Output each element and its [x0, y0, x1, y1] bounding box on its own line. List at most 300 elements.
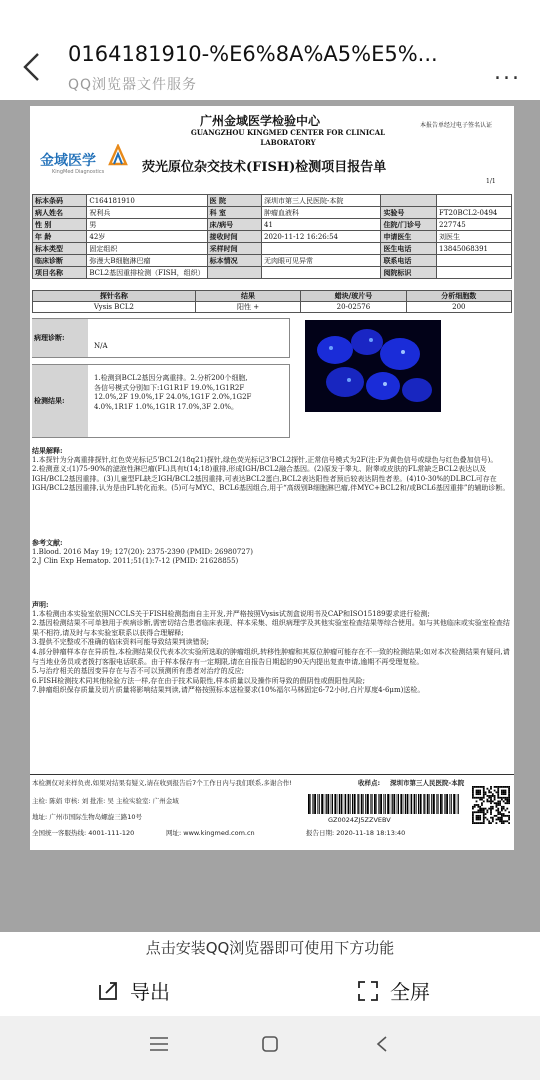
qr-module: [508, 819, 510, 821]
barcode-bar: [378, 794, 379, 814]
qr-module: [506, 815, 508, 817]
qr-module: [476, 815, 478, 817]
info-value: BCL2基因重排检测（FISH，组织）: [87, 267, 207, 279]
qr-module: [490, 788, 492, 790]
barcode-bar: [433, 794, 435, 814]
qr-module: [486, 795, 488, 797]
qr-module: [479, 793, 481, 795]
pathology-value: N/A: [94, 342, 108, 350]
qr-module: [497, 817, 499, 819]
more-options-icon[interactable]: ...: [494, 60, 521, 85]
qr-module: [479, 810, 481, 812]
qr-module: [485, 813, 487, 815]
info-key: 床/病号: [207, 219, 261, 231]
qr-module: [472, 791, 474, 793]
qr-module: [490, 799, 492, 801]
qr-module: [501, 790, 503, 792]
qr-module: [508, 817, 510, 819]
qr-module: [479, 808, 481, 810]
info-value: 无肉眼可见异常: [261, 255, 380, 267]
qr-module: [508, 822, 510, 824]
qr-module: [503, 797, 505, 799]
info-value: 227745: [437, 219, 512, 231]
statement-title: 声明:: [32, 600, 49, 609]
qr-module: [492, 817, 494, 819]
qr-module: [476, 797, 478, 799]
qr-module: [479, 806, 481, 808]
received-value: 深圳市第三人民医院-本院: [390, 779, 465, 787]
result-header-result: 结果: [195, 291, 300, 302]
info-value: FT20BCL2-0494: [437, 207, 512, 219]
qr-module: [472, 806, 474, 808]
barcode-bar: [418, 794, 419, 814]
qr-module: [483, 791, 485, 793]
patient-info-table: [32, 194, 512, 279]
qr-module: [490, 822, 492, 824]
barcode-bar: [431, 794, 432, 814]
qr-module: [483, 800, 485, 802]
statement-section: [32, 600, 510, 696]
interpretation-item: 2.检测意义:(1)75-90%的滤泡性淋巴瘤(FL)具有t(14;18)重排,形成IGH/BCL2融合基因。(2)原发于睾丸、附睾或皮肤的FL常缺乏BCL2表达以及IGH/BCL2基因重排。(3)儿童型FL缺乏IGH/BCL2基因重排,可表达BCL2蛋白,BCL2表达阳性者预后较表达阴性者差。(4)10-30%的DLBCL可存在IGH/BCL2基因重排,认为是由FL转化而来。(5)可与MYC、BCL6基因组合,用于“高级别B细胞淋巴瘤,伴MYC+BCL2和/或BCL6基因重排”的辅助诊断。: [32, 465, 510, 493]
footer-note: 本检测仅对来样负责,如果对结果有疑义,请在收到报告后7个工作日内与我们联系,多谢合作!: [32, 779, 292, 787]
report-title: 荧光原位杂交技术(FISH)检测项目报告单: [142, 160, 387, 175]
qr-module: [492, 819, 494, 821]
qr-module: [506, 786, 508, 788]
barcode-bar: [339, 794, 340, 814]
qr-module: [483, 788, 485, 790]
qr-module: [488, 797, 490, 799]
qr-module: [479, 799, 481, 801]
info-value: [437, 255, 512, 267]
certification-note: 本报告单经过电子签名认证: [420, 122, 493, 129]
qr-module: [481, 786, 483, 788]
reference-item: 1.Blood. 2016 May 19; 127(20): 2375-2390 (PMID: 26980727): [32, 547, 253, 556]
export-label: 导出: [130, 980, 170, 1004]
barcode-bar: [341, 794, 343, 814]
qr-module: [501, 786, 503, 788]
info-row: [33, 219, 512, 231]
qr-module: [505, 786, 507, 788]
result-block-id: 20-02576: [301, 302, 406, 313]
barcode-bar: [407, 794, 409, 814]
barcode-bar: [458, 794, 459, 814]
qr-module: [490, 797, 492, 799]
qr-module: [497, 802, 499, 804]
home-icon[interactable]: [262, 1036, 278, 1052]
info-value: [261, 267, 380, 279]
qr-module: [496, 815, 498, 817]
barcode-bar: [331, 794, 332, 814]
barcode-bar: [410, 794, 411, 814]
barcode-bar: [403, 794, 404, 814]
barcode-bar: [456, 794, 457, 814]
qr-module: [486, 819, 488, 821]
qr-module: [496, 810, 498, 812]
qr-module: [497, 791, 499, 793]
qr-module: [508, 797, 510, 799]
qr-module: [492, 820, 494, 822]
qr-module: [501, 791, 503, 793]
organization-name-english: GUANGZHOU KINGMED CENTER FOR CLINICAL LABORATORY: [190, 128, 386, 147]
hotline: 全国统一客服热线: 4001-111-120: [32, 829, 135, 837]
info-key: 病人姓名: [33, 207, 87, 219]
qr-module: [499, 811, 501, 813]
qr-module: [477, 790, 479, 792]
pathology-label: 病理诊断:: [32, 319, 88, 357]
qr-module: [499, 820, 501, 822]
qr-module: [477, 806, 479, 808]
barcode-bar: [357, 794, 358, 814]
barcode-bar: [416, 794, 417, 814]
qr-module: [508, 815, 510, 817]
qr-module: [499, 804, 501, 806]
qr-module: [499, 786, 501, 788]
qr-module: [496, 819, 498, 821]
qr-module: [503, 815, 505, 817]
barcode-bar: [354, 794, 356, 814]
qr-module: [506, 800, 508, 802]
info-value: 祝利兵: [87, 207, 207, 219]
back-nav-icon[interactable]: [376, 1036, 388, 1052]
qr-module: [503, 813, 505, 815]
qr-module: [477, 786, 479, 788]
barcode-bar: [429, 794, 430, 814]
export-icon: [96, 979, 120, 1003]
barcode-bar: [387, 794, 389, 814]
qr-module: [472, 790, 474, 792]
barcode-bar: [317, 794, 318, 814]
qr-module: [488, 820, 490, 822]
qr-module: [506, 820, 508, 822]
qr-module: [490, 817, 492, 819]
qr-module: [477, 811, 479, 813]
qr-module: [501, 799, 503, 801]
qr-module: [483, 795, 485, 797]
result-cell-count: 200: [406, 302, 511, 313]
statement-item: 7.肿瘤组织保存质量及切片质量将影响结果判读,请严格按照标本送检要求(10%福尔马林固定6-72小时,白片厚度4-6μm)送检。: [32, 686, 425, 695]
qr-module: [501, 810, 503, 812]
qr-module: [492, 795, 494, 797]
barcode-bar: [437, 794, 438, 814]
statement-item: 3.提供不完整或不准确的临床资料可能导致结果判读错误;: [32, 638, 210, 647]
install-prompt[interactable]: 点击安装QQ浏览器即可使用下方功能: [145, 939, 395, 957]
qr-module: [479, 790, 481, 792]
qr-module: [477, 817, 479, 819]
qr-module: [483, 810, 485, 812]
qr-module: [481, 822, 483, 824]
qr-module: [488, 800, 490, 802]
qr-module: [497, 797, 499, 799]
info-value: 男: [87, 219, 207, 231]
qr-module: [497, 813, 499, 815]
qr-module: [483, 793, 485, 795]
info-value: [261, 243, 380, 255]
qr-module: [481, 804, 483, 806]
qr-module: [505, 790, 507, 792]
barcode-bar: [392, 794, 393, 814]
qr-module: [494, 797, 496, 799]
qr-module: [490, 806, 492, 808]
menu-icon[interactable]: [150, 1036, 168, 1052]
barcode-bar: [350, 794, 351, 814]
qr-module: [477, 810, 479, 812]
qr-module: [477, 815, 479, 817]
qr-module: [472, 817, 474, 819]
info-value: [437, 267, 512, 279]
logo-mark-icon: [108, 144, 128, 166]
qr-module: [492, 793, 494, 795]
qr-module: [483, 815, 485, 817]
qr-module: [506, 802, 508, 804]
info-value: 42岁: [87, 231, 207, 243]
action-bar: [0, 964, 540, 1016]
info-key: 标本类型: [33, 243, 87, 255]
qr-module: [497, 819, 499, 821]
qr-module: [497, 793, 499, 795]
qr-module: [479, 822, 481, 824]
qr-module: [476, 790, 478, 792]
barcode-bar: [444, 794, 445, 814]
qr-module: [506, 799, 508, 801]
qr-module: [496, 822, 498, 824]
barcode-bar: [312, 794, 313, 814]
qr-module: [479, 786, 481, 788]
report-date: 报告日期: 2020-11-18 18:13:40: [306, 829, 406, 837]
info-key: 医生电话: [381, 243, 437, 255]
info-key: 申请医生: [381, 231, 437, 243]
barcode-bar: [314, 794, 316, 814]
barcode-bar: [332, 794, 333, 814]
qr-module: [503, 791, 505, 793]
barcode-bar: [400, 794, 402, 814]
qr-module: [483, 808, 485, 810]
qr-module: [483, 790, 485, 792]
qr-module: [497, 786, 499, 788]
qr-module: [477, 822, 479, 824]
qr-module: [479, 791, 481, 793]
barcode-bar: [321, 794, 323, 814]
system-nav-bar: [0, 1016, 540, 1080]
qr-module: [483, 820, 485, 822]
info-value: 2020-11-12 16:26:54: [261, 231, 380, 243]
barcode-bar: [324, 794, 325, 814]
qr-module: [483, 811, 485, 813]
barcode-bar: [367, 794, 369, 814]
result-header-block: 蜡块/玻片号: [301, 291, 406, 302]
barcode-bar: [423, 794, 424, 814]
barcode-bar: [352, 794, 353, 814]
result-header-probe: 探针名称: [33, 291, 196, 302]
qr-module: [494, 795, 496, 797]
qr-module: [474, 804, 476, 806]
received-label: 收样点:: [358, 779, 381, 787]
signers-line: 主检: 陈娟 审核: 刘 批准: 吴 主检实验室: 广州金域: [32, 797, 179, 805]
qr-module: [501, 820, 503, 822]
qr-module: [474, 786, 476, 788]
qr-module: [501, 819, 503, 821]
export-button[interactable]: [96, 976, 170, 1005]
barcode-bar: [405, 794, 406, 814]
info-key: 实验号: [381, 207, 437, 219]
info-row: [33, 207, 512, 219]
barcode-bar: [365, 794, 366, 814]
qr-module: [486, 788, 488, 790]
document-viewport[interactable]: [0, 100, 540, 860]
qr-module: [483, 819, 485, 821]
qr-module: [501, 806, 503, 808]
viewer-background: [0, 860, 540, 932]
info-key: 联系电话: [381, 255, 437, 267]
fullscreen-icon: [356, 979, 380, 1003]
qr-module: [476, 791, 478, 793]
qr-module: [494, 815, 496, 817]
qr-module: [488, 822, 490, 824]
barcode-bar: [398, 794, 399, 814]
qr-module: [501, 813, 503, 815]
barcode-bar: [361, 794, 363, 814]
qr-module: [508, 788, 510, 790]
reference-item: 2.J Clin Exp Hematop. 2011;51(1):7-12 (PMID: 21628855): [32, 557, 239, 566]
qr-module: [499, 819, 501, 821]
qr-module: [503, 822, 505, 824]
barcode-bar: [370, 794, 371, 814]
barcode-bar: [348, 794, 350, 814]
barcode-bar: [436, 794, 437, 814]
qr-module: [505, 820, 507, 822]
qr-module: [477, 819, 479, 821]
top-app-bar: [0, 0, 540, 100]
qr-module: [497, 808, 499, 810]
qr-module: [506, 808, 508, 810]
qr-module: [479, 797, 481, 799]
qr-module: [481, 811, 483, 813]
barcode-bar: [397, 794, 398, 814]
info-key: 项目名称: [33, 267, 87, 279]
statement-item: 2.基因检测结果不可单独用于疾病诊断,需密切结合患者临床表现、样本采集、组织病理学及其他实验室检查结果等综合使用。如与其他临床或实验室检查结果不相符,请及时与本实验室联系以获得合理解释;: [32, 619, 510, 637]
qr-module: [501, 822, 503, 824]
barcode-bar: [327, 794, 329, 814]
qr-module: [496, 786, 498, 788]
qr-module: [492, 808, 494, 810]
qr-module: [497, 800, 499, 802]
qr-module: [472, 820, 474, 822]
qr-module: [503, 786, 505, 788]
interpretation-item: 1.本探针为分离重排探针,红色荧光标记5'BCL2(18q21)探针,绿色荧光标记3'BCL2探针,正常信号模式为2F(注:F为黄色信号或绿色与红色叠加信号)。: [32, 455, 498, 464]
qr-module: [508, 791, 510, 793]
qr-module: [472, 788, 474, 790]
organization-name: 广州金域医学检验中心: [200, 114, 321, 128]
qr-module: [479, 819, 481, 821]
qr-module: [486, 800, 488, 802]
qr-module: [503, 800, 505, 802]
qr-module: [477, 793, 479, 795]
qr-module: [501, 793, 503, 795]
qr-module: [486, 811, 488, 813]
qr-module: [472, 786, 474, 788]
info-row: [33, 231, 512, 243]
barcode-bar: [393, 794, 395, 814]
qr-module: [485, 808, 487, 810]
qr-module: [505, 797, 507, 799]
qr-module: [503, 820, 505, 822]
barcode-bar: [337, 794, 338, 814]
qr-module: [501, 808, 503, 810]
qr-module: [472, 822, 474, 824]
qr-module: [503, 793, 505, 795]
qr-module: [490, 791, 492, 793]
barcode-text: GZ0024ZJ5ZZVEBV: [328, 816, 391, 824]
info-value: 刘医生: [437, 231, 512, 243]
barcode-bar: [334, 794, 336, 814]
barcode-bar: [446, 794, 448, 814]
barcode-image: [308, 794, 460, 814]
info-value: 13845068391: [437, 243, 512, 255]
qr-module: [474, 811, 476, 813]
qr-module: [505, 791, 507, 793]
qr-module: [501, 797, 503, 799]
qr-module: [472, 795, 474, 797]
qr-module: [472, 797, 474, 799]
qr-module: [472, 819, 474, 821]
qr-module: [497, 790, 499, 792]
info-row: [33, 195, 512, 207]
barcode-bar: [453, 794, 455, 814]
info-key: 科 室: [207, 207, 261, 219]
qr-module: [505, 799, 507, 801]
info-value: 弥漫大B细胞淋巴瘤: [87, 255, 207, 267]
qr-module: [506, 797, 508, 799]
info-value: 41: [261, 219, 380, 231]
qr-module: [490, 802, 492, 804]
fish-cell-image: [305, 320, 441, 412]
info-key: [381, 195, 437, 207]
qr-module: [490, 811, 492, 813]
qr-module: [485, 817, 487, 819]
qr-module: [485, 793, 487, 795]
document-source: QQ浏览器文件服务: [68, 77, 198, 93]
qr-module: [476, 822, 478, 824]
fullscreen-button[interactable]: [356, 976, 430, 1005]
barcode-bar: [449, 794, 450, 814]
barcode-bar: [411, 794, 412, 814]
info-key: 阅院标识: [381, 267, 437, 279]
findings-label: 检测结果:: [32, 365, 88, 437]
barcode-bar: [380, 794, 382, 814]
info-row: [33, 255, 512, 267]
info-value: 固定组织: [87, 243, 207, 255]
barcode-bar: [345, 794, 346, 814]
qr-module: [477, 804, 479, 806]
qr-module: [486, 810, 488, 812]
info-key: 采样时间: [207, 243, 261, 255]
lab-address: 地址: 广州市国际生物岛螺旋三路10号: [32, 813, 143, 821]
qr-module: [474, 797, 476, 799]
qr-module: [472, 813, 474, 815]
qr-module: [496, 806, 498, 808]
back-arrow-icon[interactable]: [22, 52, 40, 82]
result-probe: Vysis BCL2: [33, 302, 196, 313]
barcode-bar: [427, 794, 429, 814]
qr-module: [490, 800, 492, 802]
info-key: 年 龄: [33, 231, 87, 243]
qr-module: [492, 806, 494, 808]
qr-module: [497, 788, 499, 790]
barcode-bar: [344, 794, 345, 814]
barcode-bar: [414, 794, 416, 814]
qr-module: [508, 802, 510, 804]
info-key: 标本情况: [207, 255, 261, 267]
qr-module: [497, 804, 499, 806]
